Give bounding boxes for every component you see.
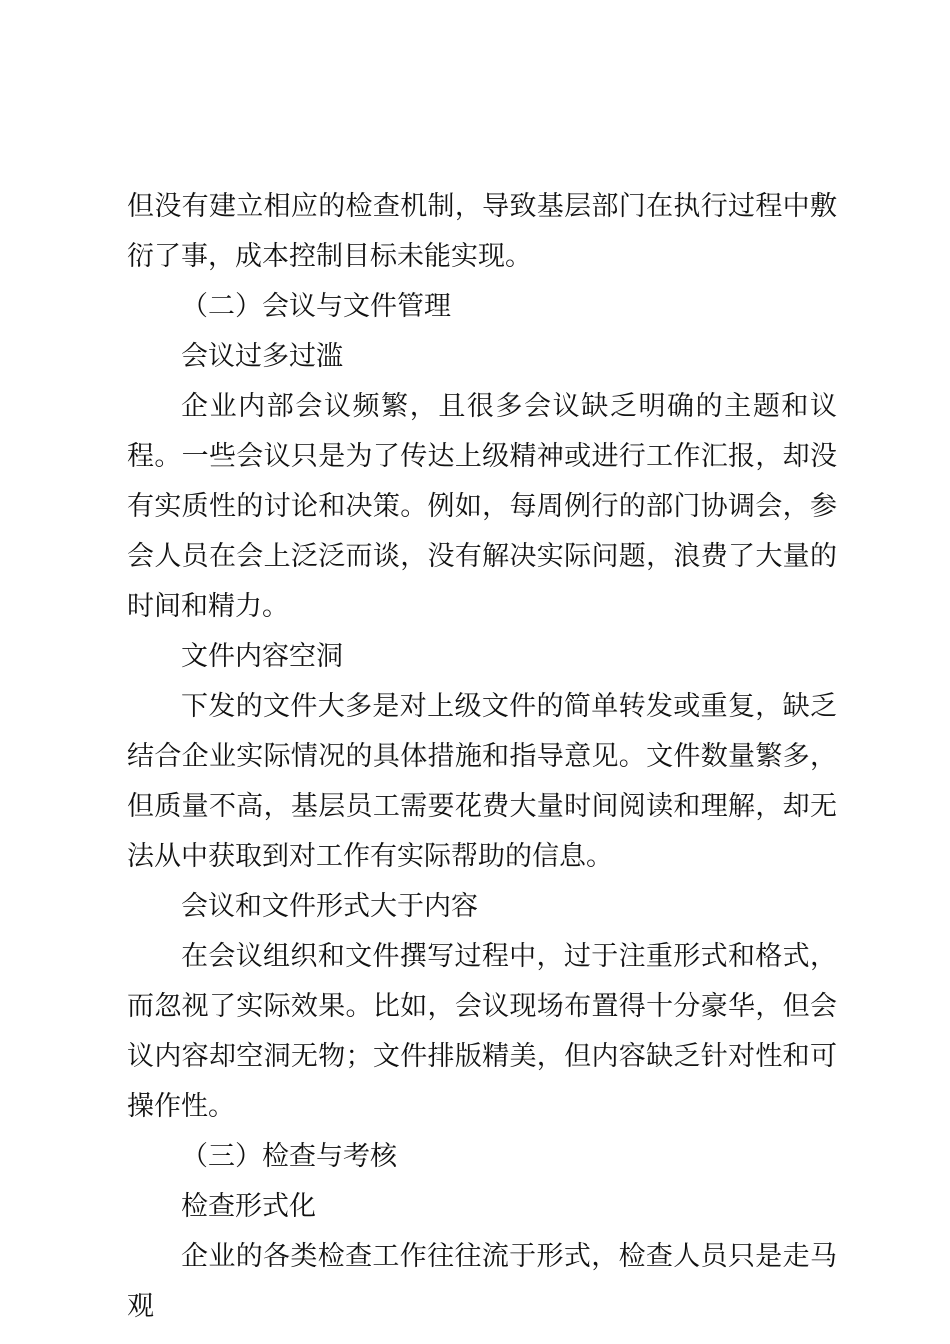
paragraph-meetings: 企业内部会议频繁，且很多会议缺乏明确的主题和议程。一些会议只是为了传达上级精神或进行工作汇报，却没有实质性的讨论和决策。例如，每周例行的部门协调会，参会人员在会上泛泛而谈，没有解决实际问题，浪费了大量的时间和精力。: [127, 391, 837, 622]
paragraph-inspection: 企业的各类检查工作往往流于形式，检查人员只是走马观: [127, 1241, 837, 1322]
paragraph-form-over-content: 在会议组织和文件撰写过程中，过于注重形式和格式，而忽视了实际效果。比如，会议现场布置得十分豪华，但会议内容却空洞无物；文件排版精美，但内容缺乏针对性和可操作性。: [127, 941, 837, 1122]
subheading-too-many-meetings: 会议过多过滥: [181, 341, 343, 372]
subheading-empty-documents: 文件内容空洞: [181, 641, 343, 672]
paragraph-documents: 下发的文件大多是对上级文件的简单转发或重复，缺乏结合企业实际情况的具体措施和指导意见。文件数量繁多，但质量不高，基层员工需要花费大量时间阅读和理解，却无法从中获取到对工作有实际帮助的信息。: [127, 691, 837, 872]
section-heading-inspection-assessment: （三）检查与考核: [181, 1141, 397, 1172]
paragraph-continued: 但没有建立相应的检查机制，导致基层部门在执行过程中敷衍了事，成本控制目标未能实现。: [127, 191, 837, 272]
subheading-formal-inspection: 检查形式化: [181, 1191, 316, 1222]
document-body: [127, 182, 837, 1332]
subheading-form-over-content: 会议和文件形式大于内容: [181, 891, 478, 922]
section-heading-meetings-documents: （二）会议与文件管理: [181, 291, 451, 322]
